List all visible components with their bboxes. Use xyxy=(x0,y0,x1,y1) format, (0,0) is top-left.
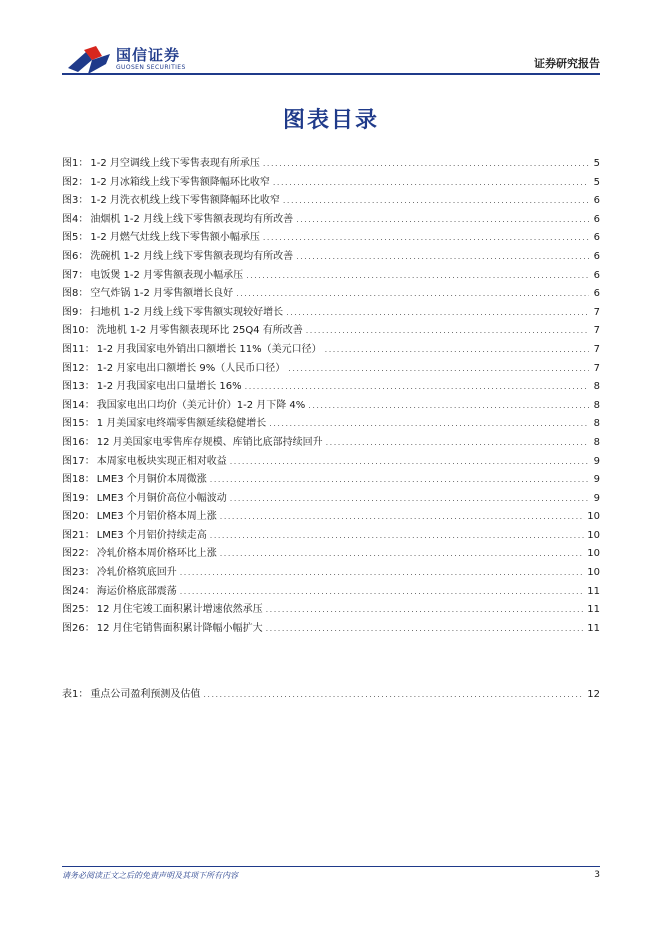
footer-disclaimer: 请务必阅读正文之后的免责声明及其项下所有内容 xyxy=(62,871,238,880)
toc-leader-dots xyxy=(286,304,589,323)
toc-entry[interactable] xyxy=(62,453,600,472)
toc-entry-title: 我国家电出口均价（美元计价）1-2 月下降 4% xyxy=(96,399,306,411)
guosen-logo-icon xyxy=(66,46,112,76)
toc-leader-dots xyxy=(210,471,589,490)
toc-entry[interactable] xyxy=(62,192,600,211)
toc-entry-page: 7 xyxy=(593,325,600,337)
toc-entry[interactable] xyxy=(62,564,600,583)
toc-entry-page: 9 xyxy=(593,492,600,504)
toc-entry-title: 1-2 月洗衣机线上线下零售额降幅环比收窄 xyxy=(90,195,280,207)
toc-leader-dots xyxy=(269,415,589,434)
toc-leader-dots xyxy=(273,174,589,193)
footer-divider xyxy=(62,866,600,867)
toc-entry[interactable] xyxy=(62,378,600,397)
toc-entry[interactable] xyxy=(62,545,600,564)
toc-entry-title: LME3 个月铝价持续走高 xyxy=(96,529,207,541)
toc-entry-label: 图7： xyxy=(62,269,89,281)
toc-entry-label: 图9： xyxy=(62,306,89,318)
toc-leader-dots xyxy=(306,322,589,341)
toc-entry-label: 图17： xyxy=(62,455,95,467)
toc-entry-label: 图22： xyxy=(62,548,95,560)
toc-entry-page: 11 xyxy=(587,585,600,597)
toc-entry-page: 12 xyxy=(587,689,600,700)
toc-entry[interactable] xyxy=(62,601,600,620)
toc-leader-dots xyxy=(210,527,584,546)
toc-entry-page: 6 xyxy=(593,195,600,207)
brand-name-en: GUOSEN SECURITIES xyxy=(116,64,186,71)
toc-entry-page: 6 xyxy=(593,269,600,281)
toc-entry-label: 表1： xyxy=(62,689,89,700)
toc-entry-label: 图11： xyxy=(62,343,95,355)
toc-entry-title: 12 月住宅竣工面积累计增速依然承压 xyxy=(96,604,263,616)
toc-entry-page: 9 xyxy=(593,474,600,486)
toc-entry-title: 12 月住宅销售面积累计降幅小幅扩大 xyxy=(96,622,263,634)
toc-entry-title: 1-2 月燃气灶线上线下零售额小幅承压 xyxy=(90,232,260,244)
toc-entry-label: 图6： xyxy=(62,250,89,262)
toc-entry[interactable] xyxy=(62,304,600,323)
toc-entry-label: 图19： xyxy=(62,492,95,504)
toc-entry-page: 6 xyxy=(593,232,600,244)
toc-entry-title: 1-2 月冰箱线上线下零售额降幅环比收窄 xyxy=(90,176,270,188)
toc-leader-dots xyxy=(326,434,589,453)
toc-entry-label: 图21： xyxy=(62,529,95,541)
toc-entry-page: 9 xyxy=(593,455,600,467)
toc-entry-label: 图24： xyxy=(62,585,95,597)
toc-leader-dots xyxy=(288,360,589,379)
brand-name-cn: 国信证券 xyxy=(116,46,181,64)
toc-leader-dots xyxy=(263,229,589,248)
toc-leader-dots xyxy=(266,620,585,639)
toc-entry-title: 扫地机 1-2 月线上线下零售额实现较好增长 xyxy=(90,306,284,318)
toc-entry-label: 图10： xyxy=(62,325,95,337)
toc-entry[interactable] xyxy=(62,508,600,527)
toc-entry-title: 重点公司盈利预测及估值 xyxy=(90,689,201,700)
toc-entry-title: LME3 个月铜价本周微涨 xyxy=(96,474,207,486)
toc-entry-label: 图5： xyxy=(62,232,89,244)
page-title: 图表目录 xyxy=(282,108,379,133)
toc-entry-page: 8 xyxy=(593,436,600,448)
toc-entry-title: 1-2 月我国家电外销出口额增长 11%（美元口径） xyxy=(96,343,322,355)
toc-entry-title: 冷轧价格本周价格环比上涨 xyxy=(96,548,217,560)
toc-entry-title: 1 月美国家电终端零售额延续稳健增长 xyxy=(96,418,267,430)
toc-entry[interactable] xyxy=(62,248,600,267)
toc-entry-label: 图23： xyxy=(62,567,95,579)
toc-entry-title: LME3 个月铝价格本周上涨 xyxy=(96,511,217,523)
figure-list xyxy=(62,155,600,638)
toc-entry-title: 冷轧价格筑底回升 xyxy=(96,567,177,579)
toc-leader-dots xyxy=(325,341,589,360)
toc-entry-title: 空气炸锅 1-2 月零售额增长良好 xyxy=(90,288,234,300)
page-number: 3 xyxy=(594,870,600,880)
toc-entry-label: 图16： xyxy=(62,436,95,448)
toc-entry-page: 11 xyxy=(587,622,600,634)
toc-entry-title: 1-2 月我国家电出口量增长 16% xyxy=(96,381,242,393)
toc-entry-title: 1-2 月家电出口额增长 9%（人民币口径） xyxy=(96,362,286,374)
toc-entry-page: 7 xyxy=(593,362,600,374)
toc-entry[interactable] xyxy=(62,211,600,230)
table-list xyxy=(62,686,600,705)
toc-entry-label: 图12： xyxy=(62,362,95,374)
toc-entry-page: 8 xyxy=(593,418,600,430)
toc-leader-dots xyxy=(203,686,584,705)
brand-block xyxy=(116,47,186,72)
toc-entry[interactable] xyxy=(62,360,600,379)
toc-entry-label: 图14： xyxy=(62,399,95,411)
toc-leader-dots xyxy=(308,397,589,416)
toc-entry-title: 洗碗机 1-2 月线上线下零售额表现均有所改善 xyxy=(90,250,294,262)
toc-entry[interactable] xyxy=(62,490,600,509)
toc-leader-dots xyxy=(236,285,589,304)
toc-leader-dots xyxy=(220,545,585,564)
toc-entry-label: 图2： xyxy=(62,176,89,188)
toc-leader-dots xyxy=(220,508,584,527)
toc-leader-dots xyxy=(296,211,589,230)
toc-entry-page: 8 xyxy=(593,399,600,411)
toc-entry-page: 10 xyxy=(587,548,600,560)
toc-leader-dots xyxy=(266,601,585,620)
toc-entry-page: 11 xyxy=(587,604,600,616)
toc-entry-title: 海运价格底部震荡 xyxy=(96,585,177,597)
toc-entry[interactable] xyxy=(62,471,600,490)
toc-entry-page: 6 xyxy=(593,288,600,300)
toc-entry-title: 洗地机 1-2 月零售额表现环比 25Q4 有所改善 xyxy=(96,325,303,337)
toc-entry-label: 图3： xyxy=(62,195,89,207)
toc-entry-label: 图18： xyxy=(62,474,95,486)
toc-entry[interactable] xyxy=(62,397,600,416)
toc-entry-label: 图26： xyxy=(62,622,95,634)
toc-entry[interactable] xyxy=(62,267,600,286)
toc-leader-dots xyxy=(263,155,589,174)
toc-entry[interactable] xyxy=(62,174,600,193)
header-divider xyxy=(62,73,600,75)
toc-entry-title: 12 月美国家电零售库存规模、库销比底部持续回升 xyxy=(96,436,323,448)
toc-entry-page: 5 xyxy=(593,158,600,169)
toc-entry-title: 油烟机 1-2 月线上线下零售额表现均有所改善 xyxy=(90,213,294,225)
toc-entry[interactable] xyxy=(62,341,600,360)
toc-entry-page: 6 xyxy=(593,213,600,225)
toc-entry-label: 图8： xyxy=(62,288,89,300)
toc-entry-label: 图15： xyxy=(62,418,95,430)
toc-entry-page: 10 xyxy=(587,511,600,523)
toc-entry[interactable] xyxy=(62,322,600,341)
toc-leader-dots xyxy=(180,564,585,583)
toc-leader-dots xyxy=(180,583,585,602)
toc-entry[interactable] xyxy=(62,415,600,434)
toc-entry-page: 10 xyxy=(587,567,600,579)
toc-leader-dots xyxy=(283,192,589,211)
toc-entry[interactable] xyxy=(62,527,600,546)
toc-entry-title: 1-2 月空调线上线下零售表现有所承压 xyxy=(90,158,260,169)
page-header xyxy=(0,0,662,80)
toc-leader-dots xyxy=(230,453,589,472)
toc-entry[interactable] xyxy=(62,229,600,248)
toc-entry-label: 图13： xyxy=(62,381,95,393)
toc-entry[interactable] xyxy=(62,434,600,453)
toc-entry[interactable] xyxy=(62,583,600,602)
toc-entry[interactable] xyxy=(62,155,600,174)
toc-entry-page: 10 xyxy=(587,529,600,541)
toc-entry[interactable] xyxy=(62,285,600,304)
report-type-label: 证券研究报告 xyxy=(534,57,600,70)
toc-entry-label: 图25： xyxy=(62,604,95,616)
toc-entry-title: 本周家电板块实现正相对收益 xyxy=(96,455,227,467)
toc-entry-title: 电饭煲 1-2 月零售额表现小幅承压 xyxy=(90,269,244,281)
toc-entry-page: 5 xyxy=(593,176,600,188)
toc-entry-page: 8 xyxy=(593,381,600,393)
toc-entry-label: 图1： xyxy=(62,158,89,169)
toc-entry[interactable] xyxy=(62,620,600,639)
toc-entry-page: 7 xyxy=(593,343,600,355)
toc-leader-dots xyxy=(230,490,589,509)
toc-leader-dots xyxy=(246,267,589,286)
toc-entry-title: LME3 个月铜价高位小幅波动 xyxy=(96,492,227,504)
toc-entry-label: 图4： xyxy=(62,213,89,225)
toc-entry-page: 7 xyxy=(593,306,600,318)
toc-entry-page: 6 xyxy=(593,250,600,262)
toc-leader-dots xyxy=(245,378,589,397)
toc-entry[interactable] xyxy=(62,686,600,705)
toc-leader-dots xyxy=(296,248,589,267)
toc-entry-label: 图20： xyxy=(62,511,95,523)
